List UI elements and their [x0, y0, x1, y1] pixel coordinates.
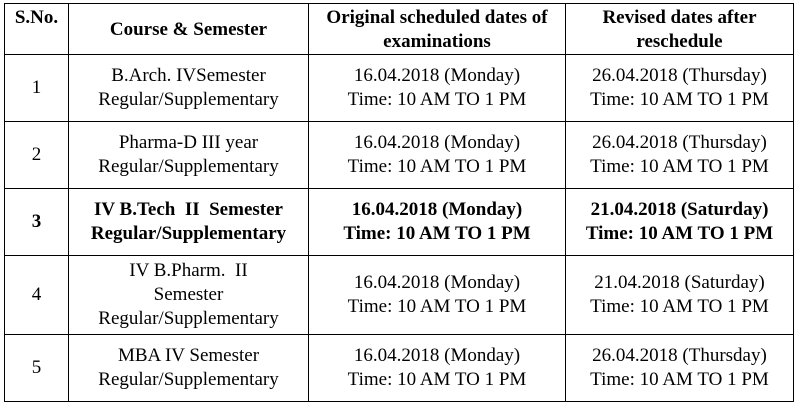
header-original-dates	[309, 4, 566, 55]
course-line: IV B.Tech II Semester	[94, 199, 283, 220]
revised-date: 26.04.2018 (Thursday)	[592, 65, 767, 86]
original-date: 16.04.2018 (Monday)	[351, 199, 523, 220]
header-row	[5, 4, 794, 55]
original-date: 16.04.2018 (Monday)	[353, 345, 521, 366]
header-revised-line-2: reschedule	[636, 31, 723, 52]
cell-course	[69, 189, 309, 256]
original-time: Time: 10 AM TO 1 PM	[347, 89, 527, 110]
original-date: 16.04.2018 (Monday)	[353, 272, 521, 293]
header-sno-label: S.No.	[14, 7, 59, 28]
course-line: Regular/Supplementary	[90, 223, 287, 244]
header-revised-line-1: Revised dates after	[602, 7, 757, 28]
sno-value: 1	[31, 77, 42, 98]
sno-value: 3	[31, 211, 42, 232]
cell-revised-date	[566, 122, 794, 189]
cell-original-date	[309, 256, 566, 335]
course-line: Regular/Supplementary	[98, 89, 279, 110]
course-line: B.Arch. IVSemester	[111, 65, 266, 86]
cell-original-date	[309, 122, 566, 189]
course-line: Regular/Supplementary	[98, 156, 279, 177]
original-time: Time: 10 AM TO 1 PM	[347, 296, 527, 317]
header-course-label: Course & Semester	[109, 19, 268, 40]
cell-revised-date	[566, 256, 794, 335]
cell-course	[69, 335, 309, 402]
sno-value: 5	[31, 357, 42, 378]
revised-time: Time: 10 AM TO 1 PM	[585, 223, 774, 244]
header-revised-dates	[566, 4, 794, 55]
course-line: Regular/Supplementary	[98, 308, 279, 329]
table-row	[5, 335, 794, 402]
cell-revised-date	[566, 189, 794, 256]
table-row-highlighted	[5, 189, 794, 256]
cell-course	[69, 55, 309, 122]
cell-revised-date	[566, 55, 794, 122]
cell-revised-date	[566, 335, 794, 402]
course-line: IV B.Pharm. II	[129, 260, 248, 281]
revised-date: 26.04.2018 (Thursday)	[592, 345, 767, 366]
original-date: 16.04.2018 (Monday)	[353, 65, 521, 86]
revised-time: Time: 10 AM TO 1 PM	[590, 156, 769, 177]
cell-sno	[5, 189, 69, 256]
cell-sno	[5, 335, 69, 402]
table-row	[5, 256, 794, 335]
cell-original-date	[309, 189, 566, 256]
table-row	[5, 122, 794, 189]
cell-sno	[5, 256, 69, 335]
course-line: MBA IV Semester	[117, 345, 260, 366]
revised-date: 26.04.2018 (Thursday)	[592, 132, 767, 153]
cell-course	[69, 256, 309, 335]
cell-original-date	[309, 55, 566, 122]
course-line: Semester	[153, 284, 224, 305]
original-date: 16.04.2018 (Monday)	[353, 132, 521, 153]
revised-time: Time: 10 AM TO 1 PM	[590, 369, 769, 390]
original-time: Time: 10 AM TO 1 PM	[343, 223, 531, 244]
revised-date: 21.04.2018 (Saturday)	[590, 199, 769, 220]
cell-course	[69, 122, 309, 189]
header-course	[69, 4, 309, 55]
header-original-line-2: examinations	[383, 31, 491, 52]
revised-date: 21.04.2018 (Saturday)	[594, 272, 765, 293]
course-line: Regular/Supplementary	[98, 369, 279, 390]
header-original-line-1: Original scheduled dates of	[326, 7, 548, 28]
original-time: Time: 10 AM TO 1 PM	[347, 156, 527, 177]
cell-original-date	[309, 335, 566, 402]
revised-time: Time: 10 AM TO 1 PM	[590, 296, 769, 317]
table-row	[5, 55, 794, 122]
sno-value: 2	[31, 144, 42, 165]
exam-reschedule-table	[4, 3, 794, 402]
header-sno	[5, 4, 69, 55]
course-line: Pharma-D III year	[118, 132, 259, 153]
revised-time: Time: 10 AM TO 1 PM	[590, 89, 769, 110]
sno-value: 4	[31, 284, 42, 305]
cell-sno	[5, 122, 69, 189]
cell-sno	[5, 55, 69, 122]
original-time: Time: 10 AM TO 1 PM	[347, 369, 527, 390]
